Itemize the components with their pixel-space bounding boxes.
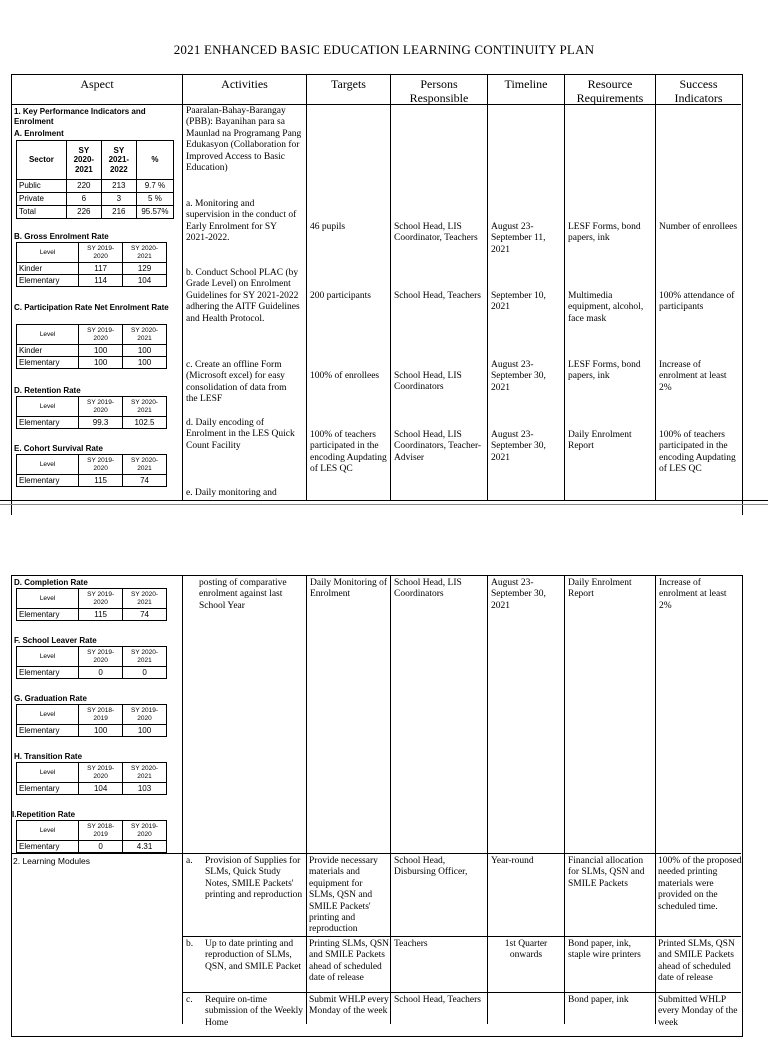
lm-resources-c: Bond paper, ink — [568, 995, 629, 1005]
activity-e-cont: posting of comparative enrolment against last School Year — [199, 578, 287, 611]
table-row: Elementary 115 74 — [17, 475, 167, 487]
activity-pbb: Paaralan-Bahay-Barangay (PBB): Bayanihan para sa Maunlad na Programang Pang Edukasyon (Collaboration for Improved Access to Basic Education) — [186, 106, 302, 174]
lm-persons-b: Teachers — [394, 939, 428, 949]
graduation-table: Level SY 2018-2019 SY 2019-2020 Elementary 100 100 — [16, 704, 167, 737]
lm-target-a: Provide necessary materials and equipment for SLMs, QSN and SMILE Packets' printing and reproduction — [309, 856, 378, 935]
target-d: 100% of teachers participated in the encoding Aupdating of LES QC — [310, 430, 387, 475]
table-row: Elementary 114 104 — [17, 275, 167, 287]
table-row: Public 220 213 9.7 % — [17, 180, 174, 193]
cohort-table: Level SY 2019-2020 SY 2020-2021 Elementary 115 74 — [16, 454, 167, 487]
header-aspect: Aspect — [80, 77, 114, 91]
success-a: Number of enrollees — [659, 222, 738, 232]
lm-timeline-b: 1st Quarter onwards — [504, 939, 548, 961]
success-b: 100% attendance of participants — [659, 291, 735, 313]
activity-b: b. Conduct School PLAC (by Grade Level) on Enrolment Guidelines for SY 2021-2022 adhering the AITF Guidelines and Health Protocol. — [186, 268, 300, 324]
learning-modules-label: 2. Learning Modules — [13, 856, 91, 866]
header-success: Success Indicators — [674, 77, 723, 105]
target-e: Daily Monitoring of Enrolment — [310, 578, 388, 600]
ger-label: B. Gross Enrolment Rate — [14, 232, 109, 241]
header-timeline: Timeline — [504, 77, 548, 91]
lm-letter-b: b. — [186, 939, 194, 949]
timeline-c: August 23-September 30, 2021 — [491, 360, 546, 393]
retention-table: Level SY 2019-2020 SY 2020-2021 Elementary 99.3 102.5 — [16, 396, 167, 429]
resources-d: Daily Enrolment Report — [568, 430, 632, 452]
lm-target-c: Submit WHLP every Monday of the week — [309, 995, 389, 1017]
activity-c: c. Create an offline Form (Microsoft excel) for easy consolidation of data from the LESF — [186, 360, 287, 405]
persons-d: School Head, LIS Coordinators, Teacher-Adviser — [394, 430, 482, 463]
timeline-d: August 23-September 30, 2021 — [491, 430, 546, 463]
success-c: Increase of enrolment at least 2% — [659, 360, 727, 393]
persons-a: School Head, LIS Coordinator, Teachers — [394, 222, 478, 244]
page-title: 2021 ENHANCED BASIC EDUCATION LEARNING CONTINUITY PLAN — [173, 42, 595, 57]
resources-a: LESF Forms, bond papers, ink — [568, 222, 641, 244]
lm-letter-a: a. — [186, 856, 193, 866]
transition-table: Level SY 2019-2020 SY 2020-2021 Elementary 104 103 — [16, 762, 167, 795]
timeline-b: September 10, 2021 — [491, 291, 546, 313]
lm-letter-c: c. — [186, 995, 193, 1005]
table-row: Total 226 216 95.57% — [17, 206, 174, 219]
lm-resources-a: Financial allocation for SLMs, QSN and SMILE Packets — [568, 856, 645, 889]
target-c: 100% of enrollees — [310, 371, 380, 381]
success-d: 100% of teachers participated in the encoding Aupdating of LES QC — [659, 430, 736, 475]
table-row: Elementary 104 103 — [17, 783, 167, 795]
header-targets: Targets — [331, 77, 366, 91]
activity-a: a. Monitoring and supervision in the conduct of Early Enrolment for SY 2021-2022. — [186, 199, 297, 244]
resources-c: LESF Forms, bond papers, ink — [568, 360, 641, 382]
header-resources: Resource Requirements — [576, 77, 644, 105]
enrolment-label: A. Enrolment — [14, 129, 64, 138]
lm-activity-c: Require on-time submission of the Weekly Home — [205, 995, 304, 1028]
lm-activity-a: Provision of Supplies for SLMs, Quick Study Notes, SMILE Packets' printing and reproduction — [205, 856, 303, 901]
table-row: Elementary 100 100 — [17, 357, 167, 369]
success-e: Increase of enrolment at least 2% — [659, 578, 727, 611]
activity-d: d. Daily encoding of Enrolment in the LES Quick Count Facility — [186, 418, 295, 451]
timeline-a: August 23-September 11, 2021 — [491, 222, 546, 255]
resources-b: Multimedia equipment, alcohol, face mask — [568, 291, 644, 324]
table-row: Elementary 100 100 — [17, 725, 167, 737]
transition-label: H. Transition Rate — [14, 752, 83, 761]
target-b: 200 participants — [310, 291, 371, 301]
ger-table: Level SY 2019-2020 SY 2020-2021 Kinder 117 129 Elementary 114 104 — [16, 242, 167, 287]
lm-persons-a: School Head, Disbursing Officer, — [394, 856, 468, 878]
completion-label: D. Completion Rate — [14, 578, 88, 587]
lm-success-a: 100% of the proposed needed printing materials were provided on the scheduled time. — [658, 856, 742, 912]
lm-persons-c: School Head, Teachers — [394, 995, 482, 1005]
completion-table: Level SY 2019-2020 SY 2020-2021 Elementary 115 74 — [16, 588, 167, 621]
repetition-table: Level SY 2018-2019 SY 2019-2020 Elementary 0 4.31 — [16, 820, 167, 853]
table-row: Elementary 115 74 — [17, 609, 167, 621]
persons-b: School Head, Teachers — [394, 291, 482, 301]
persons-e: School Head, LIS Coordinators — [394, 578, 462, 600]
lm-resources-b: Bond paper, ink, staple wire printers — [568, 939, 641, 961]
lm-activity-b: Up to date printing and reproduction of SLMs, QSN, and SMILE Packet — [205, 939, 302, 972]
kpi-heading: 1. Key Performance Indicators and Enrolment — [14, 107, 146, 126]
header-activities: Activities — [221, 77, 268, 91]
table-row: Elementary 0 4.31 — [17, 841, 167, 853]
lm-timeline-a: Year-round — [491, 856, 534, 866]
enrolment-table: Sector SY 2020-2021 SY 2021-2022 % Public 220 213 9.7 % Private 6 3 5 % Total 226 216 95.57% — [16, 140, 174, 219]
header-persons: Persons Responsible — [409, 77, 469, 105]
target-a: 46 pupils — [310, 222, 346, 232]
npr-table: Level SY 2019-2020 SY 2020-2021 Kinder 100 100 Elementary 100 100 — [16, 324, 167, 369]
table-row: Elementary 99.3 102.5 — [17, 417, 167, 429]
table-row: Elementary 0 0 — [17, 667, 167, 679]
lm-target-b: Printing SLMs, QSN and SMILE Packets ahead of scheduled date of release — [309, 939, 389, 984]
persons-c: School Head, LIS Coordinators — [394, 371, 462, 393]
repetition-label: I.Repetition Rate — [12, 810, 76, 819]
table-row: Kinder 117 129 — [17, 263, 167, 275]
retention-label: D. Retention Rate — [14, 386, 81, 395]
lm-success-c: Submitted WHLP every Monday of the week — [658, 995, 738, 1028]
lm-success-b: Printed SLMs, QSN and SMILE Packets ahead of scheduled date of release — [658, 939, 735, 984]
cohort-label: E. Cohort Survival Rate — [14, 444, 103, 453]
school-leaver-table: Level SY 2019-2020 SY 2020-2021 Elementary 0 0 — [16, 646, 167, 679]
graduation-label: G. Graduation Rate — [14, 694, 87, 703]
timeline-e: August 23-September 30, 2021 — [491, 578, 546, 611]
table-row: Kinder 100 100 — [17, 345, 167, 357]
activity-e: e. Daily monitoring and — [186, 488, 277, 498]
npr-label: C. Participation Rate Net Enrolment Rate — [14, 303, 169, 312]
table-row: Private 6 3 5 % — [17, 193, 174, 206]
school-leaver-label: F. School Leaver Rate — [14, 636, 97, 645]
resources-e: Daily Enrolment Report — [568, 578, 632, 600]
